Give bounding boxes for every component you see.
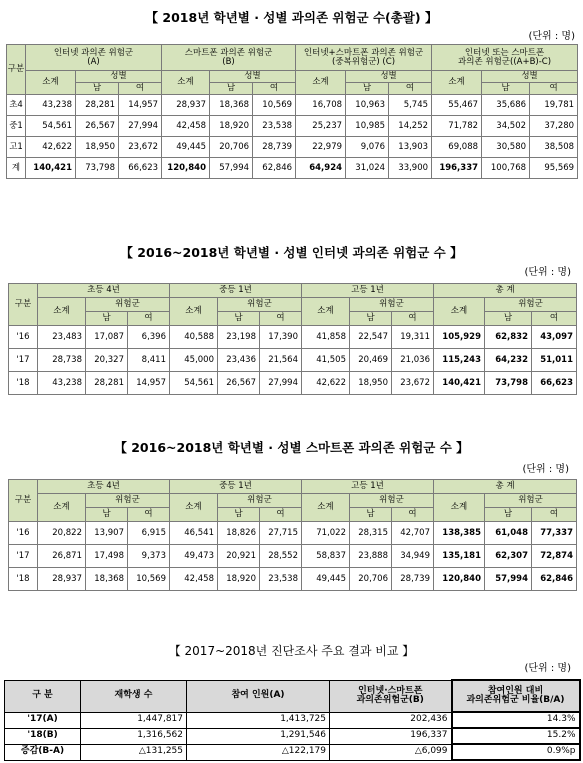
table-cell: 49,473 <box>170 545 218 568</box>
table-cell: 17,498 <box>86 545 128 568</box>
table2-unit: (단위 : 명) <box>524 267 571 278</box>
female-header: 여 <box>392 312 434 326</box>
table-cell: 42,622 <box>302 372 350 395</box>
table-cell: △122,179 <box>187 744 330 760</box>
table-cell: 28,281 <box>86 372 128 395</box>
table-cell: 49,445 <box>302 568 350 591</box>
male-header: 남 <box>218 508 260 522</box>
table-cell: 14,957 <box>128 372 170 395</box>
female-header: 여 <box>128 508 170 522</box>
female-header: 여 <box>532 508 577 522</box>
table-cell: 28,937 <box>162 95 210 116</box>
table-cell: 69,088 <box>432 137 482 158</box>
table-cell: 25,237 <box>296 116 346 137</box>
table-cell: △6,099 <box>330 744 452 760</box>
table-cell: 18,368 <box>210 95 253 116</box>
table-row <box>5 744 580 760</box>
table-cell: 14,252 <box>389 116 432 137</box>
table-cell: 28,552 <box>260 545 302 568</box>
table-cell: 1,413,725 <box>187 712 330 728</box>
table-cell: 27,994 <box>119 116 162 137</box>
table-cell: 34,502 <box>482 116 530 137</box>
table1-title: 【 2018년 학년별 · 성별 과의존 위험군 수(총괄) 】 <box>145 10 438 25</box>
risk-header: 위험군 <box>350 298 434 312</box>
table2 <box>8 283 577 395</box>
table-cell: 120,840 <box>162 158 210 179</box>
table-cell: 26,567 <box>218 372 260 395</box>
table-cell: 23,672 <box>392 372 434 395</box>
table-cell: △131,255 <box>81 744 187 760</box>
table-cell: 62,307 <box>485 545 532 568</box>
table4 <box>4 679 581 761</box>
gender-header: 성별 <box>76 71 162 83</box>
row-label: '17 <box>9 349 38 372</box>
table-cell: 42,458 <box>162 116 210 137</box>
table-cell: 61,048 <box>485 522 532 545</box>
table-cell: 51,011 <box>532 349 577 372</box>
table-cell: 35,686 <box>482 95 530 116</box>
subtotal-header: 소계 <box>432 71 482 95</box>
table-cell: 10,569 <box>253 95 296 116</box>
table-cell: 13,907 <box>86 522 128 545</box>
table-cell: 120,840 <box>434 568 485 591</box>
table-cell: 54,561 <box>26 116 76 137</box>
table-cell: 18,920 <box>218 568 260 591</box>
female-header: 여 <box>532 312 577 326</box>
table4-title: 【 2017~2018년 진단조사 주요 결과 비교 】 <box>168 644 415 658</box>
table-cell: 23,538 <box>253 116 296 137</box>
table-row <box>7 158 578 179</box>
table-cell: 28,281 <box>76 95 119 116</box>
table-cell: 0.9%p <box>452 744 580 760</box>
table-cell: 54,561 <box>170 372 218 395</box>
table-cell: 18,920 <box>210 116 253 137</box>
table1 <box>6 44 578 179</box>
column-header: 참여인원 대비 과의존위험군 비율(B/A) <box>452 680 580 712</box>
table-row <box>5 728 580 744</box>
table-cell: 41,505 <box>302 349 350 372</box>
table-cell: 20,469 <box>350 349 392 372</box>
table-cell: 64,924 <box>296 158 346 179</box>
male-header: 남 <box>86 508 128 522</box>
female-header: 여 <box>119 83 162 95</box>
table-cell: 95,569 <box>530 158 578 179</box>
table-cell: 140,421 <box>26 158 76 179</box>
group-header: 스마트폰 과의존 위험군 (B) <box>162 45 296 71</box>
subtotal-header: 소계 <box>38 494 86 522</box>
table-cell: 62,846 <box>532 568 577 591</box>
table-cell: 19,311 <box>392 326 434 349</box>
table-cell: 57,994 <box>210 158 253 179</box>
table-cell: 27,994 <box>260 372 302 395</box>
row-label: 고1 <box>7 137 26 158</box>
table-cell: 31,024 <box>346 158 389 179</box>
male-header: 남 <box>350 312 392 326</box>
table-cell: 43,238 <box>38 372 86 395</box>
row-label: 중1 <box>7 116 26 137</box>
table-cell: 20,706 <box>210 137 253 158</box>
table-cell: 14,957 <box>119 95 162 116</box>
table-cell: 23,538 <box>260 568 302 591</box>
table-cell: 34,949 <box>392 545 434 568</box>
table-row <box>9 326 577 349</box>
table-cell: 23,888 <box>350 545 392 568</box>
risk-header: 위험군 <box>86 494 170 508</box>
column-header: 참여 인원(A) <box>187 680 330 712</box>
table-cell: 18,950 <box>76 137 119 158</box>
table-cell: 73,798 <box>76 158 119 179</box>
group-header: 인터넷 과의존 위험군 (A) <box>26 45 162 71</box>
table-cell: 72,874 <box>532 545 577 568</box>
male-header: 남 <box>210 83 253 95</box>
subtotal-header: 소계 <box>302 298 350 326</box>
table-cell: 1,316,562 <box>81 728 187 744</box>
table-cell: 19,781 <box>530 95 578 116</box>
risk-header: 위험군 <box>218 298 302 312</box>
risk-header: 위험군 <box>485 494 577 508</box>
table-cell: 1,447,817 <box>81 712 187 728</box>
table-cell: 100,768 <box>482 158 530 179</box>
subtotal-header: 소계 <box>38 298 86 326</box>
female-header: 여 <box>530 83 578 95</box>
table-cell: 77,337 <box>532 522 577 545</box>
group-header: 고등 1년 <box>302 284 434 298</box>
male-header: 남 <box>482 83 530 95</box>
table-cell: 14.3% <box>452 712 580 728</box>
table4-unit: (단위 : 명) <box>524 663 571 674</box>
row-label: 계 <box>7 158 26 179</box>
risk-header: 위험군 <box>350 494 434 508</box>
row-label: '16 <box>9 326 38 349</box>
table-cell: 15.2% <box>452 728 580 744</box>
table-cell: 140,421 <box>434 372 485 395</box>
female-header: 여 <box>128 312 170 326</box>
female-header: 여 <box>260 508 302 522</box>
gender-header: 성별 <box>346 71 432 83</box>
table-cell: 57,994 <box>485 568 532 591</box>
table-cell: 43,097 <box>532 326 577 349</box>
subtotal-header: 소계 <box>434 494 485 522</box>
subtotal-header: 소계 <box>296 71 346 95</box>
table-cell: 8,411 <box>128 349 170 372</box>
female-header: 여 <box>253 83 296 95</box>
table-cell: 28,739 <box>392 568 434 591</box>
group-header: 총 계 <box>434 284 577 298</box>
table-cell: 138,385 <box>434 522 485 545</box>
table-cell: 66,623 <box>532 372 577 395</box>
table2-title: 【 2016~2018년 학년별 · 성별 인터넷 과의존 위험군 수 】 <box>120 245 463 260</box>
table-cell: 20,327 <box>86 349 128 372</box>
row-label: '17(A) <box>5 712 81 728</box>
row-label: '17 <box>9 545 38 568</box>
subtotal-header: 소계 <box>26 71 76 95</box>
row-label: 초4 <box>7 95 26 116</box>
table-cell: 26,567 <box>76 116 119 137</box>
table-cell: 135,181 <box>434 545 485 568</box>
table-cell: 45,000 <box>170 349 218 372</box>
table1-unit: (단위 : 명) <box>528 31 575 42</box>
table-row <box>7 95 578 116</box>
column-header-gubun: 구분 <box>9 284 38 326</box>
subtotal-header: 소계 <box>162 71 210 95</box>
table-cell: 196,337 <box>432 158 482 179</box>
table-row <box>7 137 578 158</box>
table-cell: 18,950 <box>350 372 392 395</box>
group-header: 고등 1년 <box>302 480 434 494</box>
table-cell: 41,858 <box>302 326 350 349</box>
row-label: '16 <box>9 522 38 545</box>
gender-header: 성별 <box>482 71 578 83</box>
table-cell: 62,846 <box>253 158 296 179</box>
table-cell: 1,291,546 <box>187 728 330 744</box>
table3-unit: (단위 : 명) <box>522 464 569 475</box>
subtotal-header: 소계 <box>170 298 218 326</box>
group-header: 초등 4년 <box>38 480 170 494</box>
table-cell: 28,738 <box>38 349 86 372</box>
table-cell: 22,547 <box>350 326 392 349</box>
subtotal-header: 소계 <box>302 494 350 522</box>
table-cell: 21,564 <box>260 349 302 372</box>
table-cell: 71,022 <box>302 522 350 545</box>
male-header: 남 <box>346 83 389 95</box>
table-cell: 202,436 <box>330 712 452 728</box>
table-row <box>9 522 577 545</box>
table3-title: 【 2016~2018년 학년별 · 성별 스마트폰 과의존 위험군 수 】 <box>114 440 469 455</box>
table-cell: 10,985 <box>346 116 389 137</box>
table-cell: 9,076 <box>346 137 389 158</box>
table-cell: 16,708 <box>296 95 346 116</box>
group-header: 중등 1년 <box>170 480 302 494</box>
male-header: 남 <box>485 508 532 522</box>
column-header: 재학생 수 <box>81 680 187 712</box>
table-cell: 23,483 <box>38 326 86 349</box>
column-header: 인터넷·스마트폰 과의존위험군(B) <box>330 680 452 712</box>
table-cell: 23,198 <box>218 326 260 349</box>
table-cell: 18,368 <box>86 568 128 591</box>
group-header: 총 계 <box>434 480 577 494</box>
table-cell: 105,929 <box>434 326 485 349</box>
gender-header: 성별 <box>210 71 296 83</box>
table-row <box>7 116 578 137</box>
table-cell: 6,396 <box>128 326 170 349</box>
table-cell: 46,541 <box>170 522 218 545</box>
table-cell: 64,232 <box>485 349 532 372</box>
table-cell: 20,921 <box>218 545 260 568</box>
table-cell: 6,915 <box>128 522 170 545</box>
table-cell: 38,508 <box>530 137 578 158</box>
table-cell: 43,238 <box>26 95 76 116</box>
table-row <box>9 372 577 395</box>
table-cell: 49,445 <box>162 137 210 158</box>
table-cell: 9,373 <box>128 545 170 568</box>
table-row <box>9 349 577 372</box>
table-cell: 17,087 <box>86 326 128 349</box>
table-cell: 28,739 <box>253 137 296 158</box>
table-cell: 13,903 <box>389 137 432 158</box>
group-header: 인터넷+스마트폰 과의존 위험군 (중복위험군) (C) <box>296 45 432 71</box>
table-cell: 28,937 <box>38 568 86 591</box>
table-row <box>5 712 580 728</box>
group-header: 초등 4년 <box>38 284 170 298</box>
table-cell: 28,315 <box>350 522 392 545</box>
subtotal-header: 소계 <box>434 298 485 326</box>
table-cell: 23,672 <box>119 137 162 158</box>
table-cell: 55,467 <box>432 95 482 116</box>
table-row <box>9 545 577 568</box>
row-label: 증감(B-A) <box>5 744 81 760</box>
risk-header: 위험군 <box>218 494 302 508</box>
male-header: 남 <box>350 508 392 522</box>
male-header: 남 <box>485 312 532 326</box>
female-header: 여 <box>389 83 432 95</box>
table-cell: 33,900 <box>389 158 432 179</box>
table-cell: 115,243 <box>434 349 485 372</box>
row-label: '18 <box>9 568 38 591</box>
risk-header: 위험군 <box>485 298 577 312</box>
table-cell: 17,390 <box>260 326 302 349</box>
table3 <box>8 479 577 591</box>
table-cell: 73,798 <box>485 372 532 395</box>
female-header: 여 <box>392 508 434 522</box>
table-cell: 30,580 <box>482 137 530 158</box>
table-cell: 27,715 <box>260 522 302 545</box>
column-header-gubun: 구분 <box>7 45 26 95</box>
row-label: '18(B) <box>5 728 81 744</box>
table-cell: 42,622 <box>26 137 76 158</box>
table-cell: 42,707 <box>392 522 434 545</box>
table-cell: 20,822 <box>38 522 86 545</box>
row-label: '18 <box>9 372 38 395</box>
table-cell: 42,458 <box>170 568 218 591</box>
table-cell: 20,706 <box>350 568 392 591</box>
group-header: 인터넷 또는 스마트폰 과의존 위험군((A+B)-C) <box>432 45 578 71</box>
table-cell: 37,280 <box>530 116 578 137</box>
table-cell: 26,871 <box>38 545 86 568</box>
table-cell: 23,436 <box>218 349 260 372</box>
table-cell: 10,569 <box>128 568 170 591</box>
table-cell: 10,963 <box>346 95 389 116</box>
table-cell: 40,588 <box>170 326 218 349</box>
subtotal-header: 소계 <box>170 494 218 522</box>
column-header: 구 분 <box>5 680 81 712</box>
table-cell: 66,623 <box>119 158 162 179</box>
male-header: 남 <box>218 312 260 326</box>
table-cell: 18,826 <box>218 522 260 545</box>
table-cell: 21,036 <box>392 349 434 372</box>
table-cell: 196,337 <box>330 728 452 744</box>
table-cell: 62,832 <box>485 326 532 349</box>
female-header: 여 <box>260 312 302 326</box>
male-header: 남 <box>76 83 119 95</box>
group-header: 중등 1년 <box>170 284 302 298</box>
column-header-gubun: 구분 <box>9 480 38 522</box>
table-cell: 5,745 <box>389 95 432 116</box>
male-header: 남 <box>86 312 128 326</box>
risk-header: 위험군 <box>86 298 170 312</box>
table-row <box>9 568 577 591</box>
table-cell: 58,837 <box>302 545 350 568</box>
table-cell: 71,782 <box>432 116 482 137</box>
table-cell: 22,979 <box>296 137 346 158</box>
